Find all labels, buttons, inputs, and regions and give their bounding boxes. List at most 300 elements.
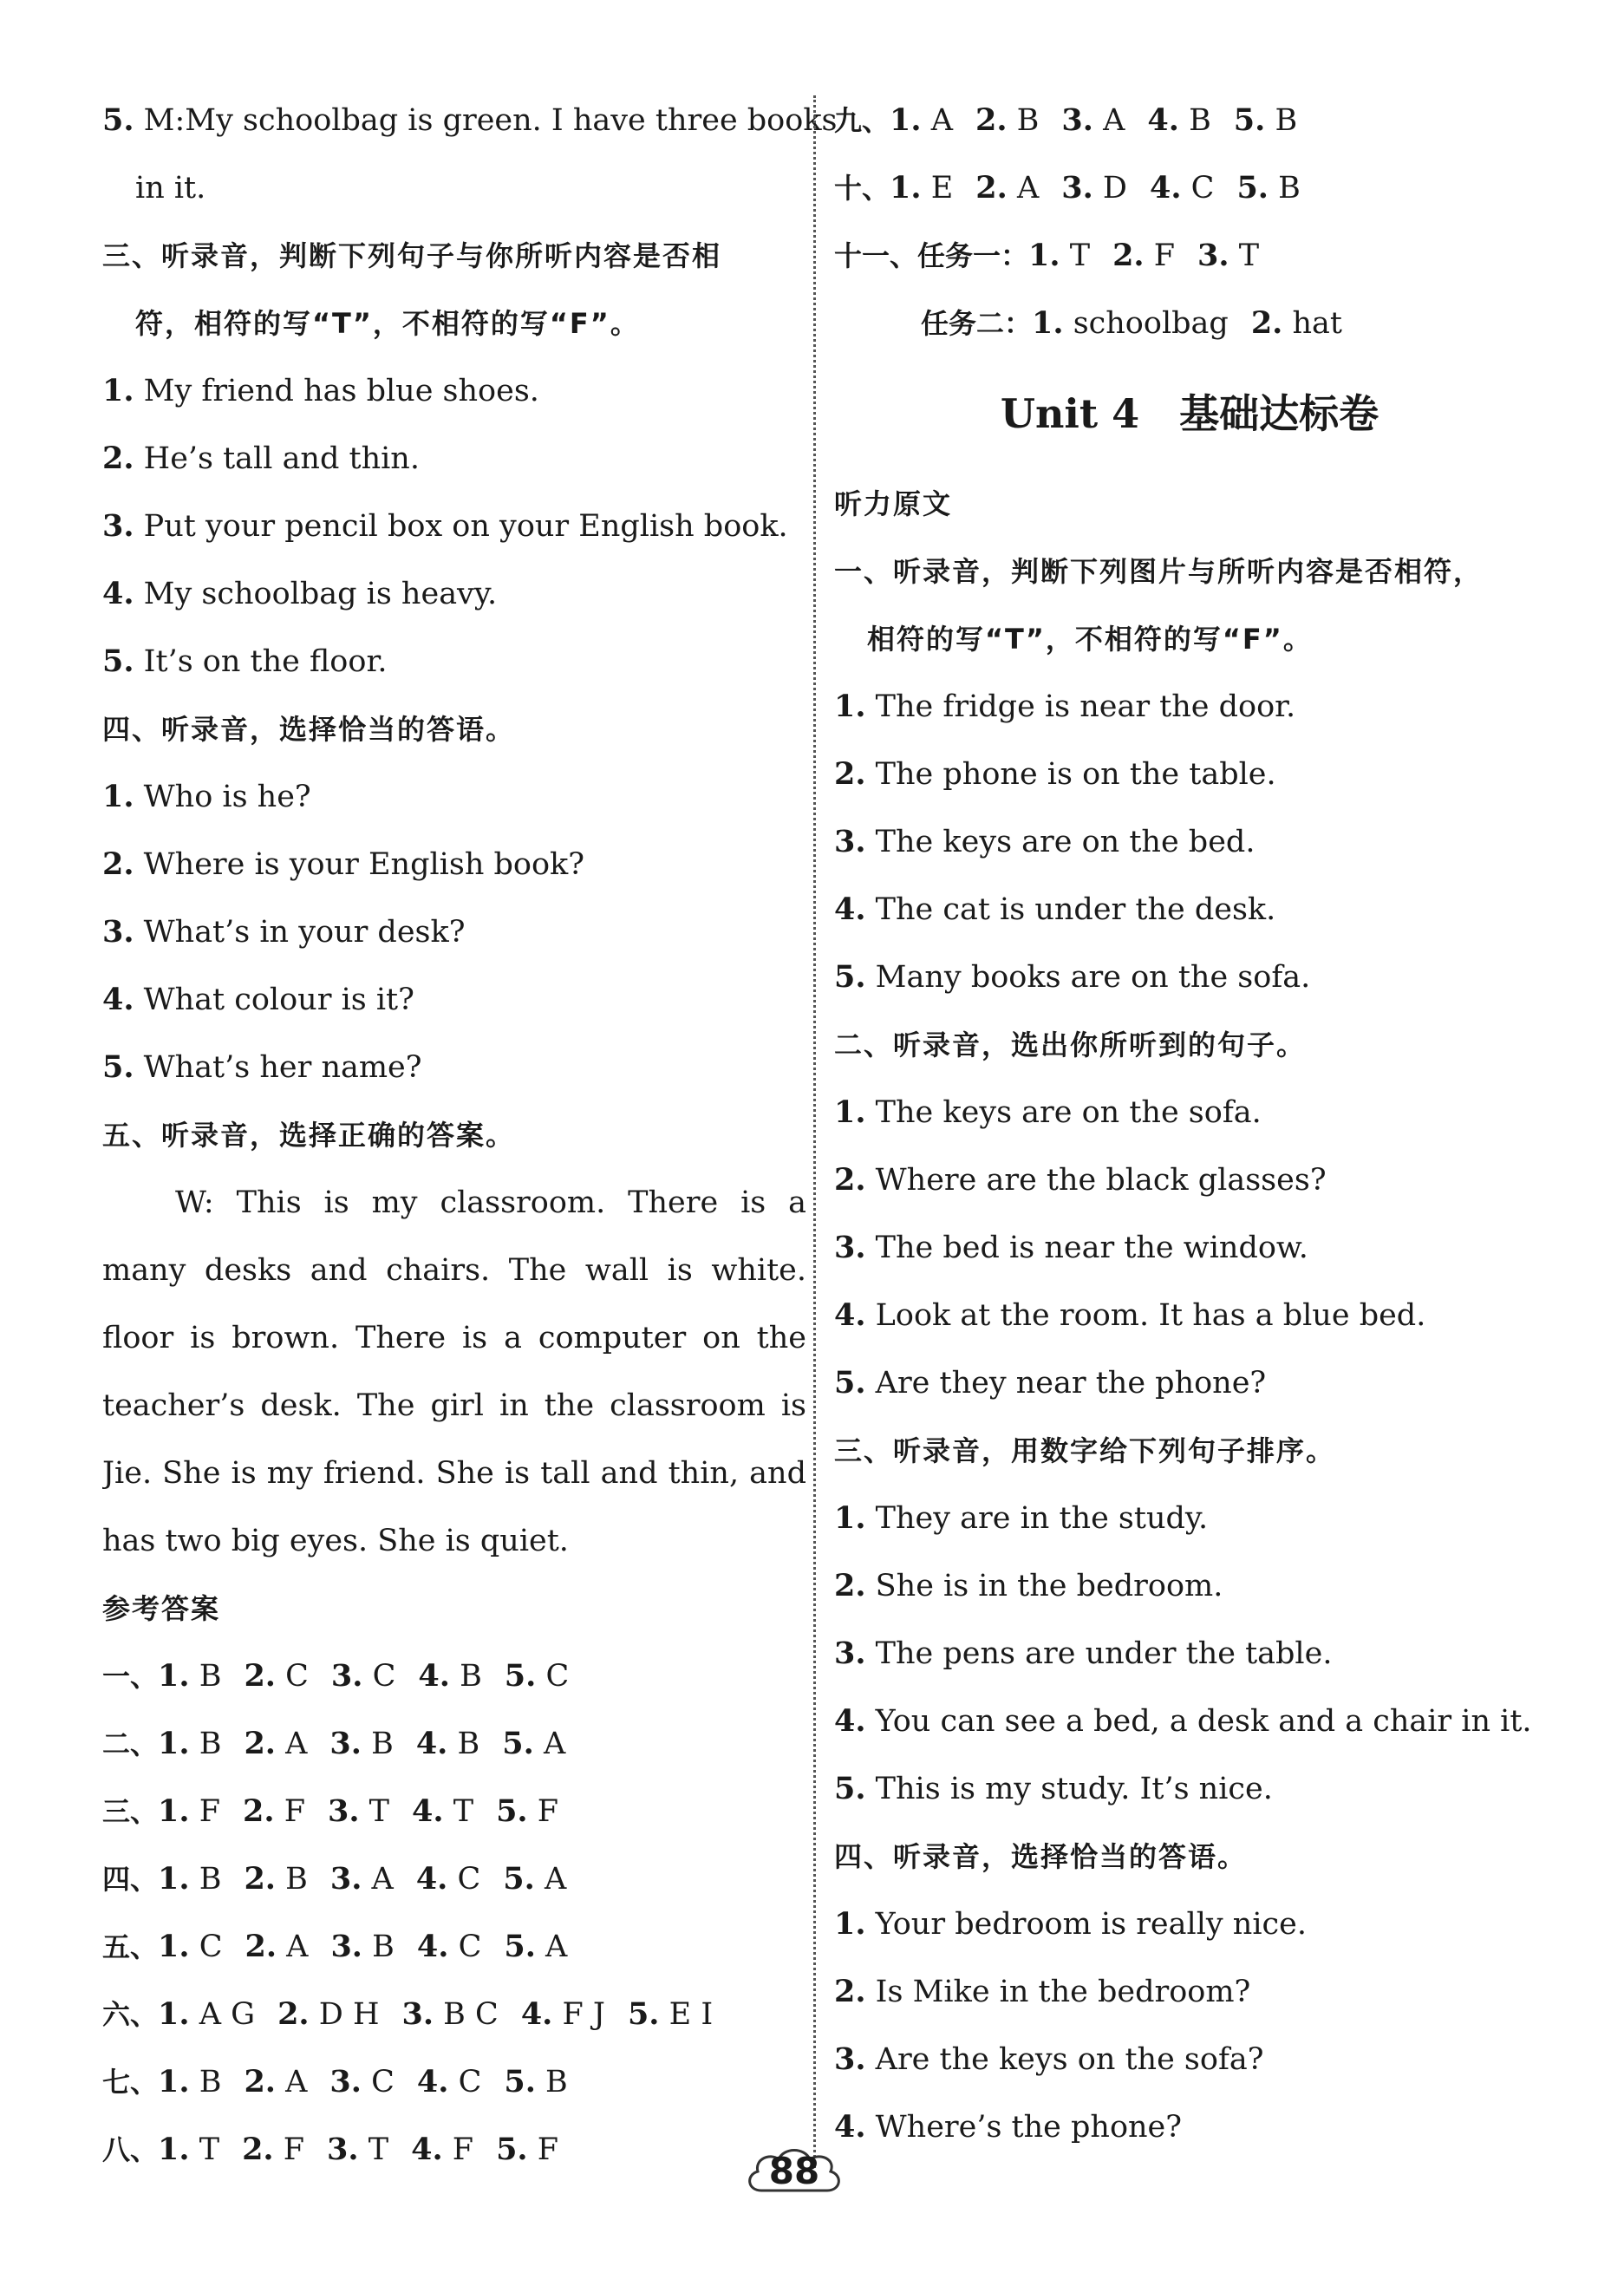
item-text: Are they near the phone? (865, 1366, 1267, 1401)
answer-number: 1. (890, 170, 922, 206)
list-item (834, 1349, 1545, 1417)
answer-number: 2. (244, 1658, 276, 1694)
item-number: 1. (834, 689, 866, 724)
unit-title (834, 357, 1545, 470)
answer-value: E (930, 171, 954, 206)
answer-item (1197, 222, 1259, 290)
section-heading: 五、听录音，选择正确的答案。 (102, 1119, 516, 1152)
answer-item (1251, 290, 1342, 357)
answer-item (502, 1710, 565, 1778)
answer-item (1236, 154, 1300, 222)
answer-number: 1. (158, 1658, 190, 1694)
answer-value: F (284, 1794, 305, 1829)
answer-item (158, 1642, 221, 1710)
answer-item (503, 1845, 566, 1913)
answer-value: F J (562, 1997, 605, 2032)
answer-item (243, 1778, 305, 1845)
section-heading: 三、听录音，用数字给下列句子排序。 (834, 1434, 1336, 1467)
item-text: Where are the black glasses? (865, 1163, 1327, 1198)
answer-number: 5. (496, 1793, 528, 1829)
answer-number: 2. (244, 1726, 276, 1761)
answer-section-label: 九、 (834, 104, 890, 137)
answer-number: 2. (243, 1793, 275, 1829)
passage-line: has two big eyes. She is quiet. (102, 1524, 569, 1558)
answer-value: B (1275, 103, 1298, 138)
answer-value: D (1102, 171, 1127, 206)
answer-value: T (1238, 238, 1260, 273)
answer-item (1234, 87, 1297, 154)
answer-item (416, 1710, 479, 1778)
answer-section-label: 二、 (102, 1727, 159, 1760)
answer-item (890, 87, 953, 154)
list-item (102, 493, 806, 560)
right-column (834, 87, 1545, 2161)
list-item (102, 628, 806, 695)
list-item (102, 425, 806, 493)
answer-value: F (199, 1794, 220, 1829)
answer-number: 3. (329, 2064, 362, 2099)
item-number: 3. (102, 914, 134, 950)
column-divider (813, 95, 816, 2168)
answer-item (331, 1642, 395, 1710)
item-text: Look at the room. It has a blue bed. (865, 1298, 1426, 1333)
answer-section-label: 四、 (102, 1863, 159, 1896)
answer-item (242, 2116, 304, 2184)
answer-number: 1. (158, 1793, 190, 1829)
answer-item (1061, 87, 1125, 154)
answer-number: 1. (158, 1726, 190, 1761)
answer-value: C (458, 1930, 482, 1964)
answer-value: B (285, 1862, 308, 1897)
answer-section-label: 十一、任务一： (834, 239, 1029, 272)
answer-value: F (452, 2132, 474, 2167)
section-heading: 听力原文 (834, 487, 953, 520)
answer-value: A (1016, 171, 1040, 206)
answer-number: 4. (415, 1726, 448, 1761)
answer-number: 5. (1236, 170, 1269, 206)
list-item (102, 831, 806, 898)
item-text: The fridge is near the door. (865, 689, 1296, 724)
answer-value: schoolbag (1073, 306, 1229, 341)
item-number: 1. (102, 779, 134, 814)
answer-value: hat (1292, 306, 1342, 341)
item-text: Your bedroom is really nice. (865, 1907, 1307, 1942)
answer-number: 3. (1061, 170, 1093, 206)
item-number: 1. (834, 1094, 866, 1130)
answer-number: 2. (277, 1996, 310, 2032)
answer-number: 4. (1149, 170, 1182, 206)
answer-value: A (285, 1727, 308, 1761)
item-number: 5. (102, 102, 134, 138)
list-item (834, 2093, 1545, 2161)
answer-value: T (368, 1794, 390, 1829)
page-number: 88 (768, 2150, 820, 2192)
item-number: 5. (834, 1771, 866, 1806)
list-item (834, 1552, 1545, 1620)
answer-item (496, 2116, 558, 2184)
answer-number: 4. (415, 1861, 448, 1897)
answer-number: 5. (496, 2132, 528, 2167)
answer-value: A (543, 1727, 566, 1761)
answer-value: T (1069, 238, 1091, 273)
item-number: 3. (834, 1636, 866, 1671)
item-number: 4. (834, 1703, 866, 1739)
answer-value: T (453, 1794, 474, 1829)
answer-number: 3. (1061, 102, 1093, 138)
passage-line: Jie. She is my friend. She is tall and thin, and (102, 1456, 806, 1491)
section-heading: 四、听录音，选择恰当的答语。 (102, 713, 516, 746)
answer-value: B (460, 1659, 482, 1694)
item-number: 4. (834, 891, 866, 927)
answer-item (329, 1710, 393, 1778)
list-item (834, 741, 1545, 808)
answer-item (417, 1913, 481, 1981)
answer-number: 1. (158, 1929, 190, 1964)
answer-item (504, 1913, 567, 1981)
passage-line: teacher’s desk. The girl in the classroom is (102, 1388, 806, 1423)
answer-number: 3. (401, 1996, 434, 2032)
answer-row (102, 1642, 806, 1710)
answer-item (975, 154, 1039, 222)
item-number: 2. (834, 1568, 866, 1603)
answer-value: C (199, 1930, 223, 1964)
list-item (834, 1688, 1545, 1755)
answer-item (1112, 222, 1175, 290)
answer-number: 1. (158, 2064, 190, 2099)
item-number: 5. (102, 643, 134, 679)
answer-value: C (1190, 171, 1215, 206)
answer-item (504, 2048, 567, 2116)
answer-value: B (199, 1862, 222, 1897)
item-text: The phone is on the table. (865, 757, 1276, 792)
answer-value: C (458, 2065, 482, 2099)
answer-item (1147, 87, 1210, 154)
answer-value: A (544, 1862, 567, 1897)
item-number: 2. (834, 756, 866, 792)
answer-value: A (371, 1862, 394, 1897)
list-item (102, 966, 806, 1034)
answer-section-label: 六、 (102, 1998, 159, 2031)
list-item (834, 673, 1545, 741)
item-text: My schoolbag is heavy. (134, 577, 498, 611)
answer-number: 2. (975, 170, 1008, 206)
answer-number: 4. (1147, 102, 1179, 138)
answer-value: B (372, 1930, 395, 1964)
list-item (834, 1079, 1545, 1146)
item-text: The keys are on the bed. (865, 825, 1256, 859)
answer-value: C (285, 1659, 309, 1694)
answer-value: A G (199, 1997, 256, 2032)
answer-item (890, 154, 953, 222)
list-item (834, 1890, 1545, 1958)
answer-value: A (285, 2065, 308, 2099)
answer-value: F (1153, 238, 1176, 273)
answer-section-label: 任务二： (921, 307, 1033, 340)
answer-row (834, 154, 1545, 222)
list-item (102, 560, 806, 628)
answer-number: 1. (1032, 305, 1064, 341)
answer-value: F (283, 2132, 305, 2167)
item-text: He’s tall and thin. (134, 441, 420, 476)
passage-line: W: This is my classroom. There is a (175, 1185, 806, 1220)
answer-item (158, 1710, 221, 1778)
answer-item (496, 1778, 558, 1845)
answer-number: 1. (158, 1996, 190, 2032)
answer-item (521, 1981, 605, 2048)
item-number: 2. (102, 846, 134, 882)
list-item (834, 1755, 1545, 1823)
item-text: Put your pencil box on your English book. (134, 509, 788, 544)
answer-row (834, 87, 1545, 154)
answer-number: 1. (158, 2132, 190, 2167)
answer-value: B C (443, 1997, 499, 2032)
item-number: 3. (834, 2041, 866, 2077)
answer-item (1150, 154, 1214, 222)
answer-section-label: 三、 (102, 1795, 159, 1828)
answer-number: 5. (502, 1726, 534, 1761)
answer-number: 2. (1250, 305, 1283, 341)
answer-value: F (537, 1794, 559, 1829)
item-text: They are in the study. (865, 1501, 1209, 1536)
answer-item (1032, 290, 1229, 357)
item-text: She is in the bedroom. (865, 1569, 1223, 1603)
answer-value: A (545, 1930, 568, 1964)
answer-section-label: 八、 (102, 2133, 159, 2166)
answer-number: 4. (416, 2064, 449, 2099)
answer-number: 3. (327, 2132, 359, 2167)
item-text: Are the keys on the sofa? (865, 2042, 1264, 2077)
answer-item (418, 1642, 481, 1710)
answer-value: E I (669, 1997, 714, 2032)
answer-value: A (930, 103, 953, 138)
answer-section-label: 五、 (102, 1930, 159, 1963)
item-number: 4. (834, 2109, 866, 2145)
item-text: You can see a bed, a desk and a chair in it. (865, 1704, 1532, 1739)
section-heading: 二、听录音，选出你所听到的句子。 (834, 1028, 1307, 1061)
answer-item (411, 2116, 473, 2184)
answer-number: 5. (503, 1861, 535, 1897)
item-text: Is Mike in the bedroom? (865, 1975, 1251, 2009)
answer-item (244, 1710, 307, 1778)
section-heading: 相符的写“T”，不相符的写“F”。 (867, 623, 1313, 656)
answer-item (327, 2116, 388, 2184)
answer-number: 1. (890, 102, 922, 138)
answer-item (158, 2116, 219, 2184)
item-text: The keys are on the sofa. (865, 1095, 1262, 1130)
answer-item (1061, 154, 1127, 222)
answer-value: C (371, 2065, 395, 2099)
item-number: 2. (102, 441, 134, 476)
answer-value: B (199, 1727, 222, 1761)
item-number: 5. (834, 959, 866, 995)
list-item (834, 1620, 1545, 1688)
item-number: 1. (102, 373, 134, 408)
unit-title-cn: 基础达标卷 (1179, 390, 1379, 437)
answer-number: 2. (1112, 238, 1145, 273)
list-item (102, 357, 806, 425)
right-text-block (834, 470, 1545, 2161)
answer-row (102, 2048, 806, 2116)
item-number: 5. (834, 1365, 866, 1401)
list-item (834, 944, 1545, 1011)
answer-value: B (1016, 103, 1040, 138)
answer-row (102, 2116, 806, 2184)
item-text: Where is your English book? (134, 847, 585, 882)
list-item (834, 1282, 1545, 1349)
answer-number: 5. (504, 1929, 536, 1964)
item-text-continuation: in it. (135, 171, 206, 206)
list-item (102, 898, 806, 966)
answer-number: 1. (158, 1861, 190, 1897)
answer-value: T (199, 2132, 220, 2167)
answer-number: 5. (1233, 102, 1266, 138)
answer-value: B (1278, 171, 1301, 206)
item-text: Many books are on the sofa. (865, 960, 1311, 995)
answer-item (158, 2048, 221, 2116)
answer-item (416, 1845, 480, 1913)
list-item (834, 876, 1545, 944)
section-heading: 参考答案 (102, 1592, 221, 1625)
passage-line: floor is brown. There is a computer on the (102, 1321, 806, 1355)
answer-row (102, 1710, 806, 1778)
item-text: What’s in your desk? (134, 915, 466, 950)
answer-value: B (545, 2065, 568, 2099)
answer-item (158, 1981, 255, 2048)
answer-item (277, 1981, 379, 2048)
item-text: What’s her name? (134, 1050, 422, 1085)
answer-number: 4. (412, 1793, 444, 1829)
section-heading: 三、听录音，判断下列句子与你所听内容是否相 (102, 239, 722, 272)
right-answer-block (834, 87, 1545, 357)
answer-value: A (286, 1930, 309, 1964)
answer-value: B (199, 2065, 222, 2099)
answer-item (245, 1913, 308, 1981)
answer-number: 4. (520, 1996, 553, 2032)
answer-number: 2. (245, 1929, 277, 1964)
answer-number: 4. (418, 1658, 450, 1694)
answer-item (505, 1642, 569, 1710)
answer-number: 2. (244, 1861, 276, 1897)
answer-section-label: 一、 (102, 1660, 159, 1693)
answer-number: 3. (329, 1726, 362, 1761)
answer-section-label: 七、 (102, 2066, 159, 2099)
item-text: Where’s the phone? (865, 2110, 1183, 2145)
answer-section-label: 十、 (834, 172, 890, 205)
answer-item (417, 2048, 481, 2116)
item-text: This is my study. It’s nice. (865, 1772, 1273, 1806)
answer-number: 2. (975, 102, 1008, 138)
answer-item (328, 1778, 389, 1845)
answer-value: T (368, 2132, 389, 2167)
answer-row (102, 1845, 806, 1913)
answer-item (401, 1981, 498, 2048)
list-item (102, 763, 806, 831)
left-column (102, 87, 838, 2184)
answer-value: B (1189, 103, 1211, 138)
answer-value: B (457, 1727, 480, 1761)
item-number: 1. (834, 1906, 866, 1942)
passage-line: many desks and chairs. The wall is white. (102, 1253, 806, 1288)
item-number: 1. (834, 1500, 866, 1536)
answer-item (158, 1845, 221, 1913)
answer-item (158, 1913, 222, 1981)
answer-number: 2. (242, 2132, 274, 2167)
list-item (834, 2026, 1545, 2093)
answer-item (412, 1778, 473, 1845)
item-text: The bed is near the window. (865, 1231, 1308, 1265)
answer-value: A (1103, 103, 1125, 138)
answer-item (244, 1642, 308, 1710)
item-text: The cat is under the desk. (865, 892, 1276, 927)
list-item (102, 1034, 806, 1101)
answer-row (102, 1778, 806, 1845)
section-heading: 符，相符的写“T”，不相符的写“F”。 (135, 307, 640, 340)
answer-item (244, 1845, 307, 1913)
answer-item (628, 1981, 713, 2048)
answer-number: 5. (504, 2064, 536, 2099)
answer-number: 5. (504, 1658, 537, 1694)
answer-value: D H (318, 1997, 380, 2032)
answer-number: 5. (627, 1996, 660, 2032)
list-item (834, 1214, 1545, 1282)
answer-value: C (545, 1659, 570, 1694)
section-heading: 一、听录音，判断下列图片与所听内容是否相符， (834, 555, 1484, 588)
item-number: 5. (102, 1049, 134, 1085)
answer-number: 3. (330, 1658, 363, 1694)
answer-item (330, 1913, 394, 1981)
answer-item (158, 1778, 220, 1845)
item-number: 4. (834, 1297, 866, 1333)
list-item (834, 1146, 1545, 1214)
answer-number: 3. (329, 1861, 362, 1897)
item-text: Who is he? (134, 780, 311, 814)
answer-item (1028, 222, 1090, 290)
answer-number: 3. (330, 1929, 362, 1964)
item-number: 4. (102, 576, 134, 611)
answer-number: 3. (327, 1793, 360, 1829)
list-item (102, 87, 838, 154)
item-text: What colour is it? (134, 983, 414, 1017)
item-number: 4. (102, 982, 134, 1017)
page-number-badge (742, 2137, 846, 2206)
answer-item (975, 87, 1039, 154)
item-text: My friend has blue shoes. (134, 374, 539, 408)
list-item (834, 808, 1545, 876)
answer-value: B (371, 1727, 394, 1761)
item-text: M:My schoolbag is green. I have three books (134, 103, 838, 138)
section-heading: 四、听录音，选择恰当的答语。 (834, 1840, 1248, 1873)
answer-row (102, 1913, 806, 1981)
unit-title-en: Unit 4 (1000, 390, 1140, 437)
answer-number: 4. (411, 2132, 443, 2167)
answer-item (330, 1845, 394, 1913)
item-text: The pens are under the table. (865, 1636, 1333, 1671)
answer-row (102, 1981, 806, 2048)
answer-item (244, 2048, 307, 2116)
answer-value: C (457, 1862, 481, 1897)
list-item (834, 1958, 1545, 2026)
answer-number: 1. (1028, 238, 1060, 273)
answer-item (329, 2048, 394, 2116)
answer-value: C (372, 1659, 396, 1694)
item-number: 2. (834, 1974, 866, 2009)
list-item (834, 1485, 1545, 1552)
answer-value: F (537, 2132, 559, 2167)
item-number: 2. (834, 1162, 866, 1198)
item-number: 3. (834, 824, 866, 859)
answer-number: 2. (244, 2064, 276, 2099)
answer-number: 3. (1197, 238, 1229, 273)
